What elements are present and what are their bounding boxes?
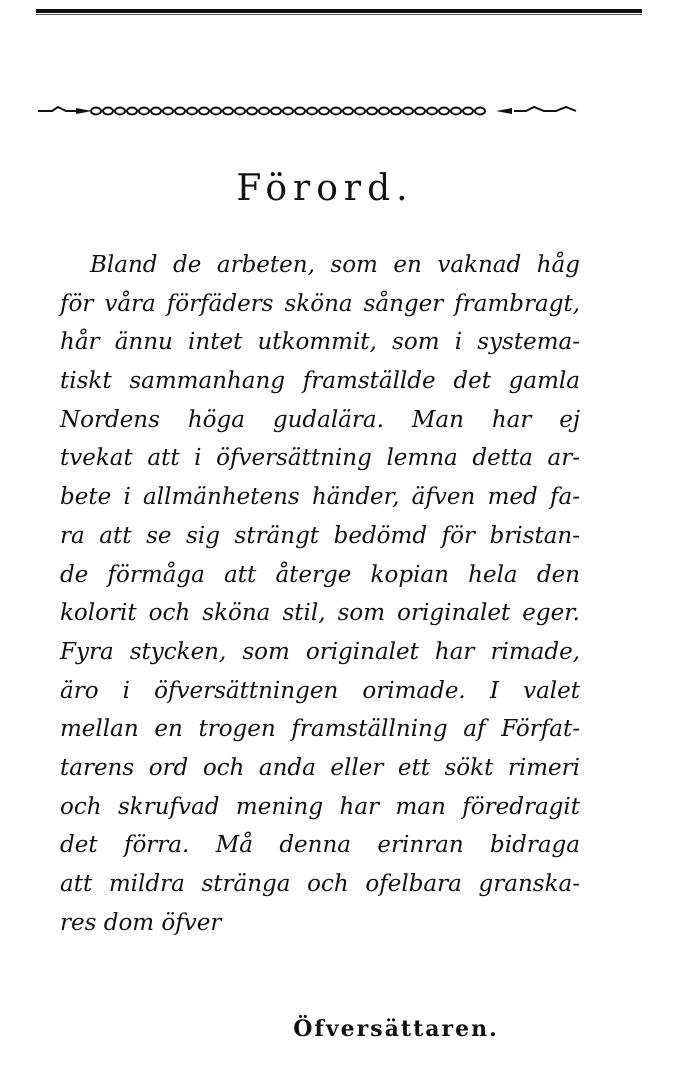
chain-link bbox=[391, 108, 401, 115]
text-line: det förra. Må denna erinran bidraga bbox=[60, 832, 580, 859]
chain-link bbox=[271, 108, 281, 115]
chain-link bbox=[235, 108, 245, 115]
text-line: mellan en trogen framställning af Förfat- bbox=[60, 716, 580, 743]
ornamental-rule bbox=[36, 98, 586, 122]
text-line: tiskt sammanhang framställde det gamla bbox=[60, 368, 580, 395]
text-line: för våra förfäders sköna sånger frambragt, bbox=[60, 290, 580, 317]
chain-link bbox=[355, 108, 365, 115]
text-line: tarens ord och anda eller ett sökt rimeri bbox=[60, 754, 580, 781]
chain-link bbox=[415, 108, 425, 115]
chain-link bbox=[367, 108, 377, 115]
chain-link bbox=[463, 108, 473, 115]
signature: Öfversättaren. bbox=[293, 1016, 499, 1042]
chain-link bbox=[331, 108, 341, 115]
text-line: tvekat att i öfversättning lemna detta ar- bbox=[60, 445, 580, 472]
chain-link bbox=[319, 108, 329, 115]
chain-link bbox=[163, 108, 173, 115]
chain-link bbox=[151, 108, 161, 115]
chain-link bbox=[259, 108, 269, 115]
text-line: Nordens höga gudalära. Man har ej bbox=[60, 406, 580, 433]
chain-link bbox=[451, 108, 461, 115]
chain-link bbox=[307, 108, 317, 115]
chain-link bbox=[343, 108, 353, 115]
text-line: att mildra stränga och ofelbara granska- bbox=[60, 871, 580, 897]
chain-link bbox=[379, 108, 389, 115]
chain-link bbox=[139, 108, 149, 115]
page-title: Förord. bbox=[236, 168, 414, 209]
text-line: de förmåga att återge kopian hela den bbox=[60, 561, 580, 588]
text-line: Bland de arbeten, som en vaknad håg bbox=[90, 252, 580, 278]
chain-link bbox=[295, 108, 305, 115]
text-line: äro i öfversättningen orimade. I valet bbox=[60, 677, 580, 704]
chain-link bbox=[475, 108, 485, 115]
text-line: ra att se sig strängt bedömd för bristan- bbox=[60, 522, 580, 549]
chain-link bbox=[175, 108, 185, 115]
chain-link bbox=[427, 108, 437, 115]
text-line: hår ännu intet utkommit, som i systema- bbox=[60, 329, 580, 356]
chain-link bbox=[211, 108, 221, 115]
text-line: kolorit och sköna stil, som originalet eger. bbox=[60, 600, 580, 627]
top-rule bbox=[36, 8, 642, 16]
text-line: res dom öfver bbox=[60, 909, 222, 936]
chain-link bbox=[127, 108, 137, 115]
text-line: bete i allmänhetens händer, äfven med fa- bbox=[60, 484, 580, 511]
chain-link bbox=[247, 108, 257, 115]
preface-body bbox=[60, 246, 580, 942]
text-line: Fyra stycken, som originalet har rimade, bbox=[60, 638, 580, 665]
chain-link bbox=[283, 108, 293, 115]
chain-link bbox=[187, 108, 197, 115]
chain-link bbox=[199, 108, 209, 115]
chain-link bbox=[103, 108, 113, 115]
chain-link bbox=[223, 108, 233, 115]
chain-link bbox=[439, 108, 449, 115]
chain-link bbox=[403, 108, 413, 115]
chain-link bbox=[91, 108, 101, 115]
text-line: och skrufvad mening har man föredragit bbox=[60, 793, 580, 820]
chain-link bbox=[115, 108, 125, 115]
